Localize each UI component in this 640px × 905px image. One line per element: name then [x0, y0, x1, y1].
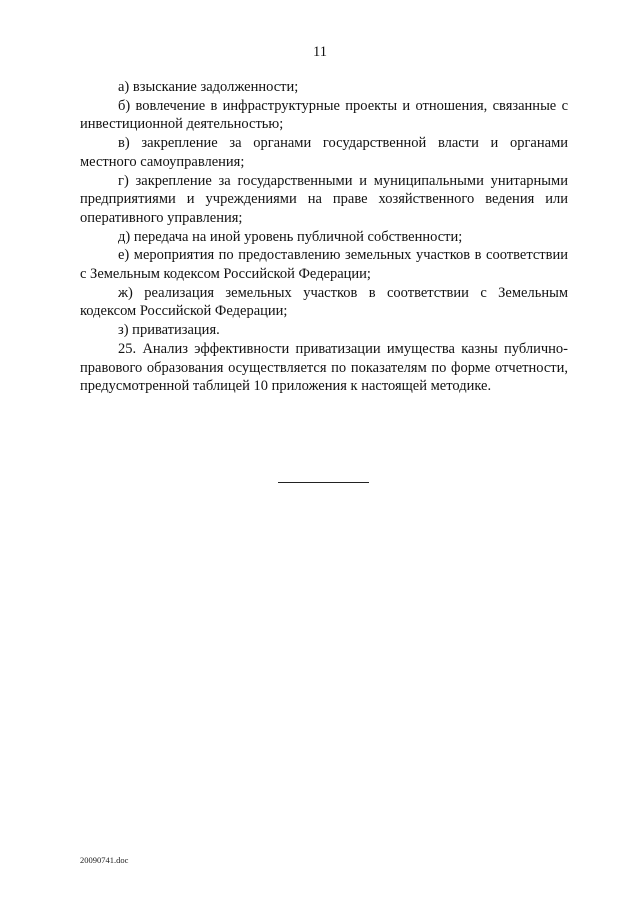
end-separator-line [278, 482, 369, 483]
list-item-g: г) закрепление за государственными и муниципальными унитарными предприятиями и учреждениями на праве хозяйственного ведения или оперативного управления; [80, 172, 568, 226]
footer-document-code: 20090741.doc [80, 855, 129, 865]
list-item-z: з) приватизация. [118, 322, 220, 339]
document-body [80, 78, 568, 396]
list-item-zh: ж) реализация земельных участков в соответствии с Земельным кодексом Российской Федерации; [80, 284, 568, 320]
page-number: 11 [313, 44, 327, 60]
list-item-b: б) вовлечение в инфраструктурные проекты и отношения, связанные с инвестиционной деятельностью; [80, 97, 568, 133]
list-item-v: в) закрепление за органами государственной власти и органами местного самоуправления; [80, 135, 568, 170]
list-item-d: д) передача на иной уровень публичной собственности; [118, 228, 463, 245]
list-item-a: а) взыскание задолженности; [118, 79, 299, 95]
list-item-e: е) мероприятия по предоставлению земельных участков в соответствии с Земельным кодексом Российской Федерации; [80, 247, 568, 283]
paragraph-25: 25. Анализ эффективности приватизации имущества казны публично-правового образования осуществляется по показателям по форме отчетности, предусмотренной таблицей 10 приложения к настоящей методике. [80, 340, 568, 395]
